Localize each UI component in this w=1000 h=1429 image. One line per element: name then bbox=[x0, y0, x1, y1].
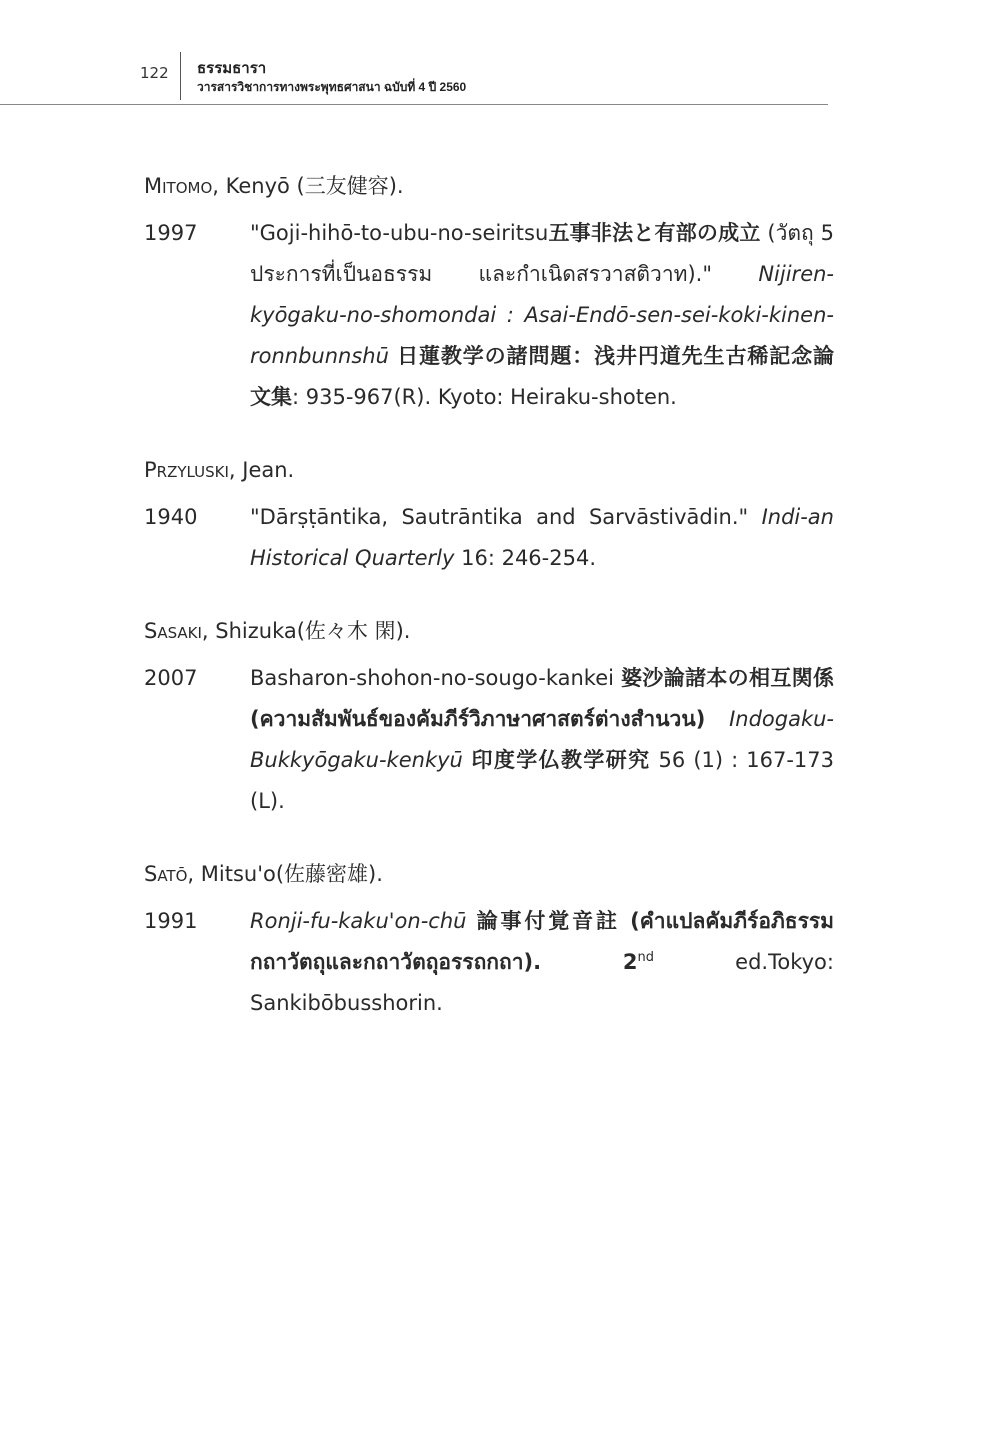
reference-author bbox=[144, 450, 834, 491]
citation-title: "Dārṣṭāntika, Sautrāntika and Sarvāstivādin." bbox=[250, 505, 762, 529]
citation-details: : 935-967(R). Kyoto: Heiraku-shoten. bbox=[292, 385, 677, 409]
citation-source: Nijiren-kyōgaku-no-shomondai : Asai-Endō-sen-sei-koki-kinen-ronnbunnshū bbox=[250, 262, 834, 368]
citation-source-cjk: 印度学仏教学研究 bbox=[462, 748, 651, 772]
reference-author bbox=[144, 166, 834, 207]
citation-title-cjk: 論事付覚音註 bbox=[466, 909, 620, 933]
citation-details: 56 (1) : 167-173 (L). bbox=[250, 748, 834, 813]
citation-source-cjk: 日蓮教学の諸問題：浅井円道先生古稀記念論文集 bbox=[250, 344, 834, 409]
author-surname: Mitomo bbox=[144, 174, 213, 198]
citation-title-thai: (วัตถุ 5 ประการที่เป็นอธรรม และกำเนิดสรวาสติวาท)." bbox=[250, 221, 834, 286]
citation-details: 16: 246-254. bbox=[454, 546, 597, 570]
reference-year: 1997 bbox=[144, 221, 198, 245]
journal-title: ธรรมธารา bbox=[197, 60, 267, 77]
reference-entry bbox=[144, 166, 834, 418]
citation-title-thai: (คำแปลคัมภีร์อภิธรรมกถาวัตถุและกถาวัตถุอรรถกถา). 2 bbox=[250, 909, 835, 974]
author-given: , Kenyō (三友健容). bbox=[212, 174, 404, 198]
reference-citation bbox=[250, 658, 834, 822]
header-rule bbox=[0, 104, 828, 105]
reference-year: 2007 bbox=[144, 666, 198, 690]
reference-year: 1940 bbox=[144, 505, 198, 529]
author-given: , Mitsu'o(佐藤密雄). bbox=[187, 862, 383, 886]
header-divider bbox=[180, 52, 181, 100]
citation-source: Indi-an Historical Quarterly bbox=[250, 505, 834, 570]
author-surname: Sasaki bbox=[144, 619, 202, 643]
author-given: , Jean. bbox=[228, 458, 295, 482]
reference-list bbox=[144, 166, 834, 1056]
author-given: , Shizuka(佐々木 閑). bbox=[201, 619, 411, 643]
journal-subtitle: วารสารวิชาการทางพระพุทธศาสนา ฉบับที่ 4 ปี 2560 bbox=[197, 80, 467, 94]
reference-item bbox=[144, 901, 834, 1024]
reference-author bbox=[144, 611, 834, 652]
author-surname: Satō bbox=[144, 862, 188, 886]
citation-title-thai: (ความสัมพันธ์ของคัมภีร์วิภาษาศาสตร์ต่างสำนวน) bbox=[250, 707, 730, 731]
author-surname: Przyluski bbox=[144, 458, 229, 482]
edition-superscript: nd bbox=[637, 950, 655, 965]
reference-year: 1991 bbox=[144, 909, 198, 933]
page-header bbox=[0, 0, 1000, 110]
reference-entry bbox=[144, 611, 834, 822]
page-number: 122 bbox=[140, 64, 169, 82]
citation-title-cjk: 五事非法と有部の成立 bbox=[548, 221, 761, 245]
reference-item bbox=[144, 213, 834, 418]
reference-entry bbox=[144, 854, 834, 1024]
reference-item bbox=[144, 497, 834, 579]
reference-author bbox=[144, 854, 834, 895]
reference-citation bbox=[250, 901, 834, 1024]
reference-citation bbox=[250, 497, 834, 579]
citation-source: Indogaku-Bukkyōgaku-kenkyū bbox=[250, 707, 834, 772]
citation-title: Basharon-shohon-no-sougo-kankei bbox=[250, 666, 621, 690]
reference-item bbox=[144, 658, 834, 822]
citation-title-cjk: 婆沙論諸本の相互関係 bbox=[620, 666, 834, 690]
reference-citation bbox=[250, 213, 834, 418]
citation-title: Ronji-fu-kaku'on-chū bbox=[250, 909, 467, 933]
reference-entry bbox=[144, 450, 834, 579]
citation-title: "Goji-hihō-to-ubu-no-seiritsu bbox=[250, 221, 549, 245]
citation-details: ed.Tokyo: Sankibōbusshorin. bbox=[250, 950, 834, 1015]
